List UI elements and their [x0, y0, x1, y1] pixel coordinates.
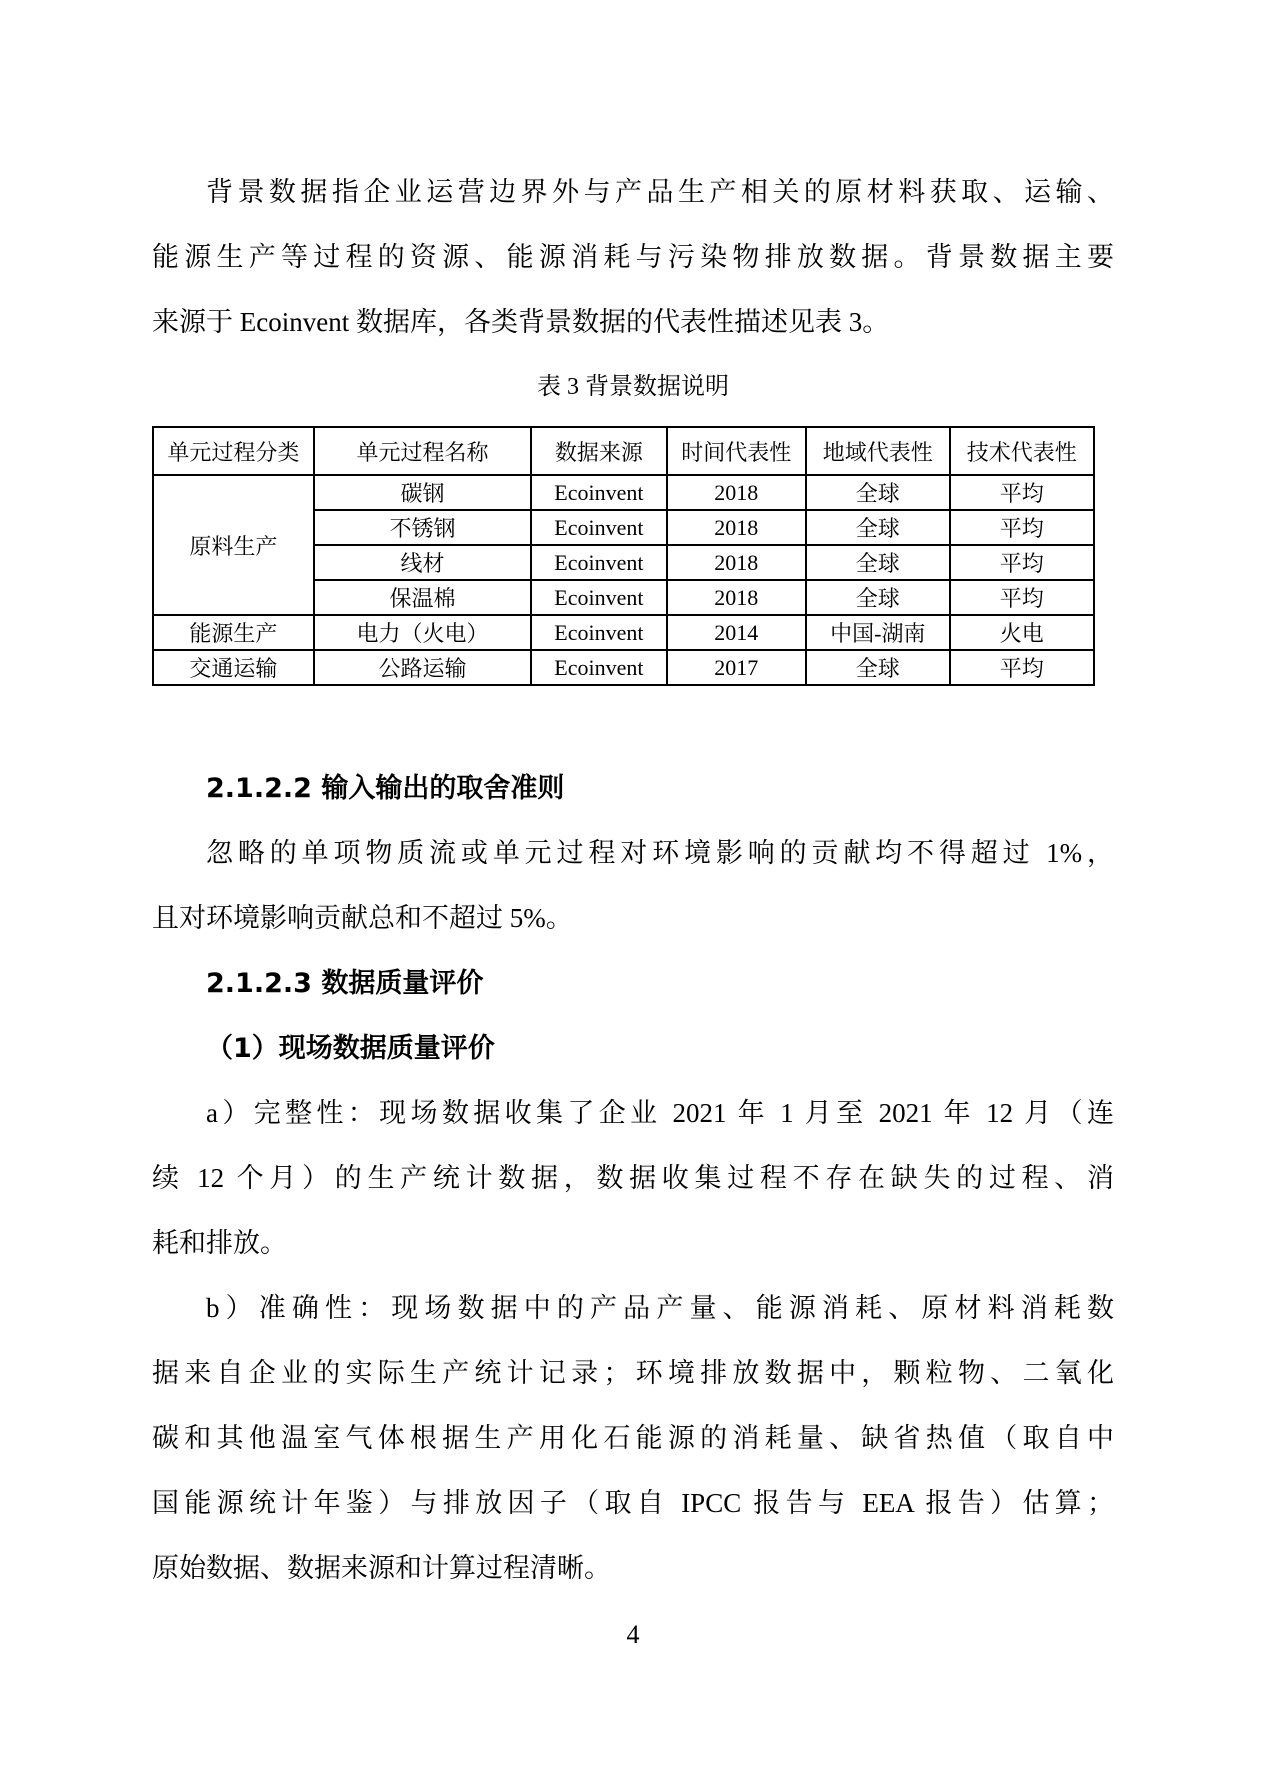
paragraph-line: 续 12 个月）的生产统计数据，数据收集过程不存在缺失的过程、消 [152, 1163, 1114, 1193]
table3-caption: 表 3 背景数据说明 [537, 374, 729, 400]
cell-time: 2018 [667, 475, 806, 510]
paragraph-line: a）完整性：现场数据收集了企业 2021 年 1 月至 2021 年 12 月（连 [206, 1098, 1114, 1128]
table-row [153, 475, 1094, 510]
cell-tech: 平均 [950, 580, 1094, 615]
paragraph-background [152, 160, 1114, 355]
cell-name: 公路运输 [314, 650, 531, 685]
cell-name: 线材 [314, 545, 531, 580]
header-unit-process-name: 单元过程名称 [314, 427, 531, 475]
cell-category: 交通运输 [153, 650, 314, 685]
paragraph-line: 背景数据指企业运营边界外与产品生产相关的原材料获取、运输、 [206, 177, 1114, 207]
cell-time: 2018 [667, 510, 806, 545]
cell-time: 2014 [667, 615, 806, 650]
cell-time: 2017 [667, 650, 806, 685]
table-header-row [153, 427, 1094, 475]
cell-name: 电力（火电） [314, 615, 531, 650]
cell-name: 不锈钢 [314, 510, 531, 545]
cell-category: 原料生产 [153, 475, 314, 615]
paragraph-line: 原始数据、数据来源和计算过程清晰。 [152, 1553, 611, 1583]
paragraph-completeness [152, 1081, 1114, 1276]
cell-tech: 平均 [950, 510, 1094, 545]
cell-tech: 平均 [950, 650, 1094, 685]
cell-region: 全球 [806, 510, 950, 545]
cell-source: Ecoinvent [531, 580, 666, 615]
cell-time: 2018 [667, 545, 806, 580]
paragraph-line: 且对环境影响贡献总和不超过 5%。 [152, 903, 573, 933]
paragraph-cutoff-criteria [152, 821, 1114, 951]
cell-source: Ecoinvent [531, 650, 666, 685]
table-row [153, 650, 1094, 685]
header-data-source: 数据来源 [531, 427, 666, 475]
paragraph-line: 来源于 Ecoinvent 数据库，各类背景数据的代表性描述见表 3。 [152, 307, 890, 337]
paragraph-line: b）准确性：现场数据中的产品产量、能源消耗、原材料消耗数 [206, 1293, 1114, 1323]
section-heading-2-1-2-2: 2.1.2.2 输入输出的取舍准则 [206, 773, 565, 804]
cell-region: 全球 [806, 475, 950, 510]
cell-source: Ecoinvent [531, 475, 666, 510]
cell-category: 能源生产 [153, 615, 314, 650]
cell-tech: 火电 [950, 615, 1094, 650]
cell-name: 碳钢 [314, 475, 531, 510]
cell-region: 中国-湖南 [806, 615, 950, 650]
paragraph-line: 耗和排放。 [152, 1228, 287, 1258]
cell-name: 保温棉 [314, 580, 531, 615]
header-unit-process-category: 单元过程分类 [153, 427, 314, 475]
header-time-representativeness: 时间代表性 [667, 427, 806, 475]
section-heading-2-1-2-3: 2.1.2.3 数据质量评价 [206, 968, 484, 999]
paragraph-line: 能源生产等过程的资源、能源消耗与污染物排放数据。背景数据主要 [152, 242, 1114, 272]
cell-time: 2018 [667, 580, 806, 615]
table3-background-data [152, 426, 1095, 686]
cell-region: 全球 [806, 545, 950, 580]
cell-source: Ecoinvent [531, 545, 666, 580]
cell-region: 全球 [806, 650, 950, 685]
cell-source: Ecoinvent [531, 510, 666, 545]
paragraph-line: 据来自企业的实际生产统计记录；环境排放数据中，颗粒物、二氧化 [152, 1358, 1114, 1388]
paragraph-line: 国能源统计年鉴）与排放因子（取自 IPCC 报告与 EEA 报告）估算； [152, 1488, 1114, 1518]
cell-region: 全球 [806, 580, 950, 615]
header-region-representativeness: 地域代表性 [806, 427, 950, 475]
paragraph-accuracy [152, 1276, 1114, 1601]
page-number: 4 [626, 1620, 640, 1649]
header-tech-representativeness: 技术代表性 [950, 427, 1094, 475]
cell-source: Ecoinvent [531, 615, 666, 650]
paragraph-line: 忽略的单项物质流或单元过程对环境影响的贡献均不得超过 1%， [206, 838, 1114, 868]
table-row [153, 615, 1094, 650]
subsection-heading-item1: （1）现场数据质量评价 [206, 1033, 495, 1064]
cell-tech: 平均 [950, 545, 1094, 580]
paragraph-line: 碳和其他温室气体根据生产用化石能源的消耗量、缺省热值（取自中 [152, 1423, 1114, 1453]
cell-tech: 平均 [950, 475, 1094, 510]
